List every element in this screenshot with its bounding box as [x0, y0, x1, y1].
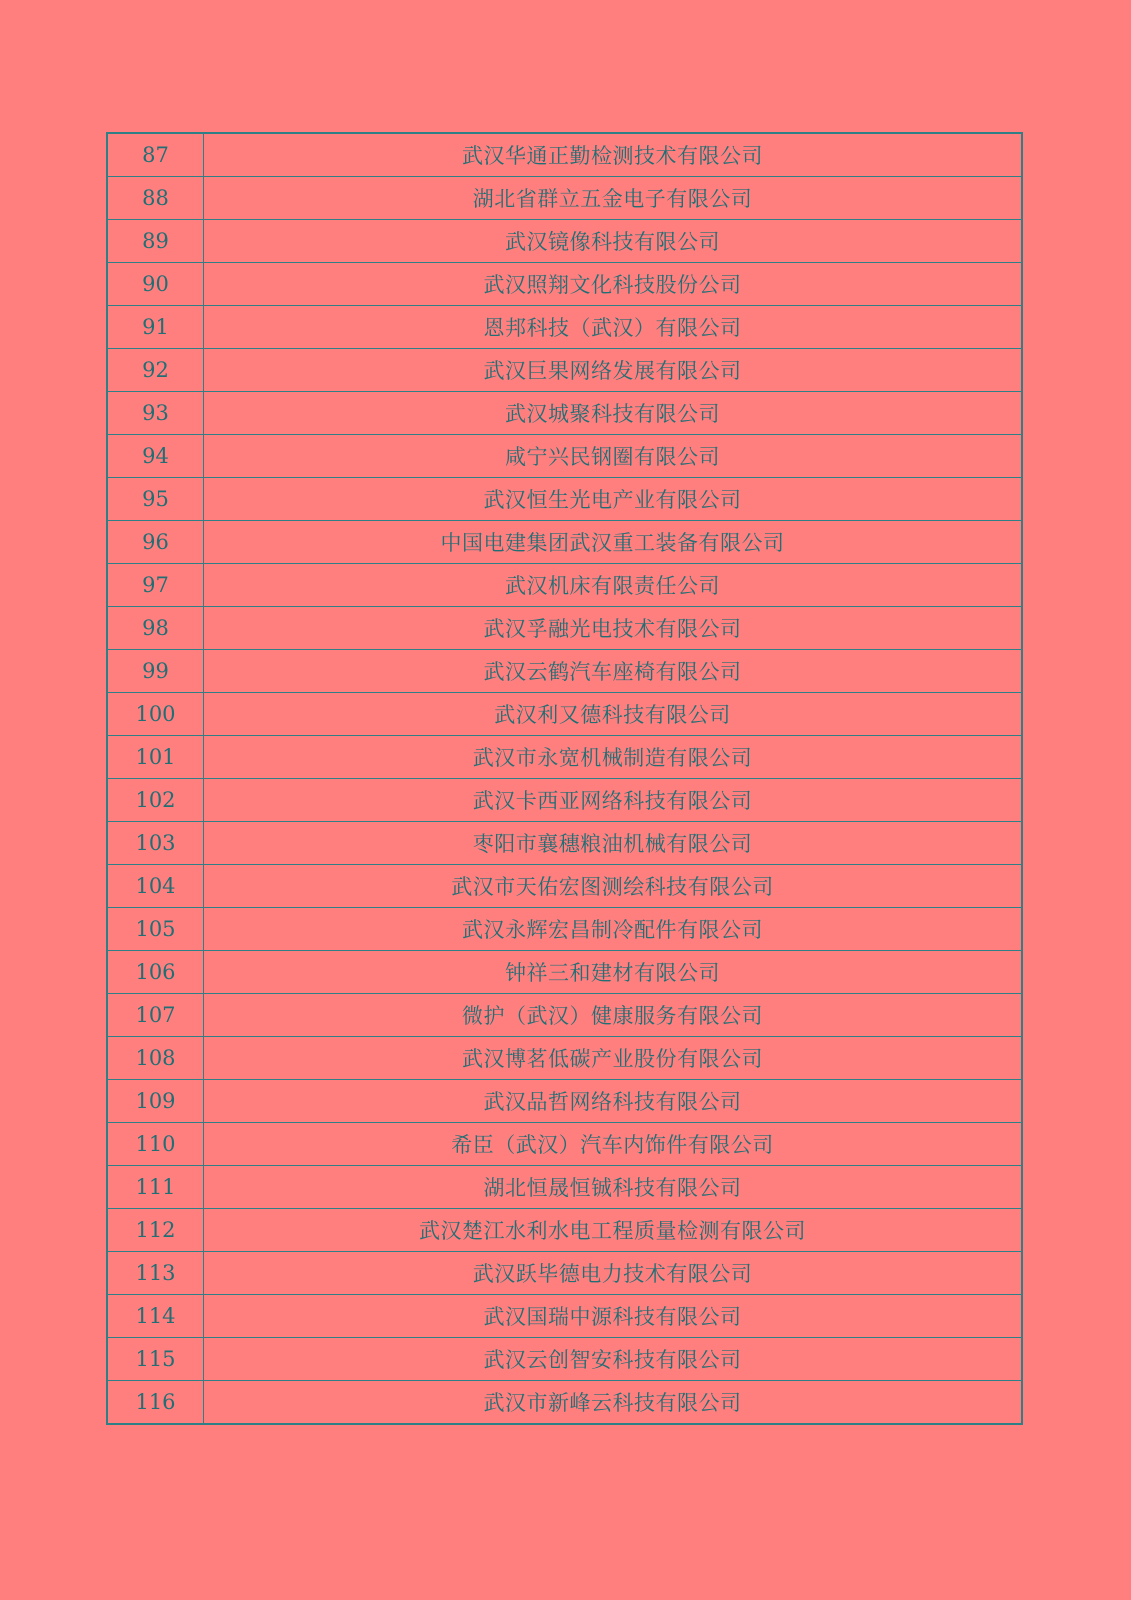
- company-name: 武汉机床有限责任公司: [204, 564, 1023, 607]
- table-row: [107, 306, 1022, 349]
- row-number: 111: [107, 1166, 204, 1209]
- table-row: [107, 349, 1022, 392]
- row-number: 87: [107, 133, 204, 177]
- row-number: 99: [107, 650, 204, 693]
- row-number: 95: [107, 478, 204, 521]
- table-row: [107, 478, 1022, 521]
- table-row: [107, 908, 1022, 951]
- company-name: 武汉市永宽机械制造有限公司: [204, 736, 1023, 779]
- table-row: [107, 607, 1022, 650]
- table-row: [107, 779, 1022, 822]
- row-number: 106: [107, 951, 204, 994]
- company-name: 武汉品哲网络科技有限公司: [204, 1080, 1023, 1123]
- company-name: 武汉孚融光电技术有限公司: [204, 607, 1023, 650]
- row-number: 114: [107, 1295, 204, 1338]
- table-row: [107, 133, 1022, 177]
- row-number: 96: [107, 521, 204, 564]
- company-name: 湖北恒晟恒铖科技有限公司: [204, 1166, 1023, 1209]
- table-row: [107, 1338, 1022, 1381]
- row-number: 116: [107, 1381, 204, 1425]
- company-name: 湖北省群立五金电子有限公司: [204, 177, 1023, 220]
- table-row: [107, 1381, 1022, 1425]
- company-name: 武汉巨果网络发展有限公司: [204, 349, 1023, 392]
- table-row: [107, 822, 1022, 865]
- table-row: [107, 1166, 1022, 1209]
- row-number: 105: [107, 908, 204, 951]
- row-number: 112: [107, 1209, 204, 1252]
- table-row: [107, 1037, 1022, 1080]
- row-number: 100: [107, 693, 204, 736]
- company-name: 武汉博茗低碳产业股份有限公司: [204, 1037, 1023, 1080]
- company-name: 武汉卡西亚网络科技有限公司: [204, 779, 1023, 822]
- company-name: 咸宁兴民钢圈有限公司: [204, 435, 1023, 478]
- table-row: [107, 1252, 1022, 1295]
- row-number: 104: [107, 865, 204, 908]
- table-body: [107, 133, 1022, 1424]
- company-name: 武汉照翔文化科技股份公司: [204, 263, 1023, 306]
- company-name: 微护（武汉）健康服务有限公司: [204, 994, 1023, 1037]
- table-row: [107, 865, 1022, 908]
- company-name: 中国电建集团武汉重工装备有限公司: [204, 521, 1023, 564]
- company-name: 武汉城聚科技有限公司: [204, 392, 1023, 435]
- row-number: 88: [107, 177, 204, 220]
- row-number: 98: [107, 607, 204, 650]
- row-number: 102: [107, 779, 204, 822]
- company-name: 武汉华通正勤检测技术有限公司: [204, 133, 1023, 177]
- company-name: 武汉国瑞中源科技有限公司: [204, 1295, 1023, 1338]
- row-number: 113: [107, 1252, 204, 1295]
- company-name: 枣阳市襄穗粮油机械有限公司: [204, 822, 1023, 865]
- table-row: [107, 994, 1022, 1037]
- row-number: 107: [107, 994, 204, 1037]
- table-row: [107, 564, 1022, 607]
- row-number: 97: [107, 564, 204, 607]
- table-row: [107, 392, 1022, 435]
- company-name: 武汉市天佑宏图测绘科技有限公司: [204, 865, 1023, 908]
- row-number: 101: [107, 736, 204, 779]
- table-row: [107, 693, 1022, 736]
- company-name: 武汉跃毕德电力技术有限公司: [204, 1252, 1023, 1295]
- row-number: 92: [107, 349, 204, 392]
- row-number: 94: [107, 435, 204, 478]
- row-number: 108: [107, 1037, 204, 1080]
- company-name: 钟祥三和建材有限公司: [204, 951, 1023, 994]
- company-name: 武汉镜像科技有限公司: [204, 220, 1023, 263]
- table-row: [107, 1123, 1022, 1166]
- row-number: 103: [107, 822, 204, 865]
- table-row: [107, 736, 1022, 779]
- table-row: [107, 263, 1022, 306]
- table-row: [107, 951, 1022, 994]
- table-row: [107, 220, 1022, 263]
- row-number: 93: [107, 392, 204, 435]
- row-number: 110: [107, 1123, 204, 1166]
- table-row: [107, 177, 1022, 220]
- company-name: 武汉云创智安科技有限公司: [204, 1338, 1023, 1381]
- company-list-table: [106, 132, 1023, 1425]
- company-name: 武汉云鹤汽车座椅有限公司: [204, 650, 1023, 693]
- table-row: [107, 521, 1022, 564]
- row-number: 90: [107, 263, 204, 306]
- company-name: 武汉利又德科技有限公司: [204, 693, 1023, 736]
- table-row: [107, 650, 1022, 693]
- table-row: [107, 1080, 1022, 1123]
- row-number: 89: [107, 220, 204, 263]
- company-name: 武汉楚江水利水电工程质量检测有限公司: [204, 1209, 1023, 1252]
- table-row: [107, 1295, 1022, 1338]
- table-row: [107, 1209, 1022, 1252]
- table-row: [107, 435, 1022, 478]
- company-name: 恩邦科技（武汉）有限公司: [204, 306, 1023, 349]
- company-name: 希臣（武汉）汽车内饰件有限公司: [204, 1123, 1023, 1166]
- row-number: 109: [107, 1080, 204, 1123]
- row-number: 115: [107, 1338, 204, 1381]
- company-name: 武汉永辉宏昌制冷配件有限公司: [204, 908, 1023, 951]
- company-name: 武汉恒生光电产业有限公司: [204, 478, 1023, 521]
- row-number: 91: [107, 306, 204, 349]
- company-name: 武汉市新峰云科技有限公司: [204, 1381, 1023, 1425]
